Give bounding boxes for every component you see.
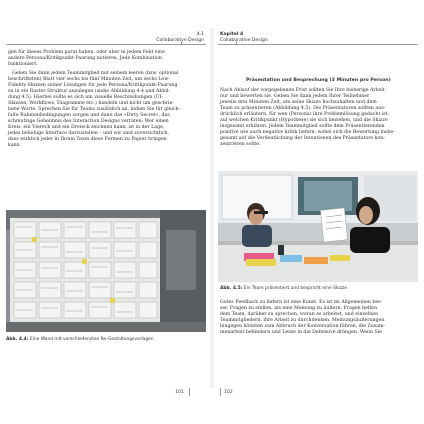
page-number: 101	[175, 390, 184, 395]
right-body-text-bottom	[220, 300, 416, 336]
running-head-chapter-title: Collaborative Design	[220, 38, 268, 43]
text-line: drücklich erläutern, für wen (Persona) ihre Problemlösung gedacht ist,	[220, 112, 390, 117]
left-running-head	[156, 32, 204, 44]
text-line: dem Team, darüber zu sprechen, woran es arbeitet, und einzelnen	[220, 312, 379, 317]
page-number: 102	[224, 390, 233, 395]
text-line: Kreis, ein Viereck und ein Dreieck zeichnen kann, ist in der Lage,	[8, 125, 165, 130]
text-line: Gutes Feedback zu liefern ist eine Kunst. Es ist im Allgemeinen bes-	[220, 300, 383, 305]
text-line: positive wie auch negative kritik liefern, wobei sich die Bewertung insbe-	[220, 130, 395, 135]
text-line: Skizzen, Workflows, Diagramme etc.) handeln und nicht um geschrie-	[8, 101, 174, 106]
left-body-text	[8, 50, 204, 149]
text-line: andere Persona/Kritikpunkt-Paarung notieren. Jede Kombination	[8, 56, 162, 61]
running-head-rule	[218, 44, 418, 45]
page-number-tick	[189, 388, 190, 396]
text-line: falte Rahmenbedingungen sorgen und dann das »Dirty Secret«, das	[8, 113, 170, 118]
text-line: schmutzige Geheimnis des Interaction Designs verraten: Wer einen	[8, 119, 169, 124]
text-line: bene Worte. Sprechen Sie für Teams zusätzlich an, indem Sie für gleich-	[8, 107, 181, 112]
text-line: ser, Fragen zu stellen, als eine Meinung zu äußern. Fragen helfen	[220, 306, 377, 311]
text-line: Fidelity-Skizzen seiner Lösungen für jede Persona/Kritikpunkt-Paarung	[8, 83, 178, 88]
text-line: auf welchen Kritikpunkt (Hypothese) sie sich beziehen, und die Skizze	[220, 118, 388, 123]
figure-team-presentation-photo	[218, 171, 418, 282]
caption-label: Abb. 4.4:	[6, 337, 29, 342]
text-line: gesamt auf die Verdeutlichung der Intentionen des Präsentators kon-	[220, 136, 385, 141]
book-gutter	[209, 28, 215, 388]
text-line: dass wirklich jeder in Ihrem Team diese Formen zu Papier bringen	[8, 137, 167, 142]
text-line: Team zu präsentieren (Abbildung 4.5). Die Präsentatoren sollten aus-	[220, 106, 386, 111]
text-line: dung 4.5). Hierbei sollte es sich um visuelle Beschreibungen (UI-	[8, 95, 164, 100]
figure-4-4-caption	[6, 337, 154, 343]
caption-text: Eine Wand mit verschiedensten Re-Gestaltungsvorlagen	[29, 337, 154, 342]
running-head-rule	[6, 44, 206, 45]
text-line: Geben Sie dann jedem Teammitglied mit seinem leeren (bzw. optional	[12, 71, 179, 76]
text-line: zu in ein Raster-Struktur anzulegen (siehe Abbildung 4.4 und Abbil-	[8, 89, 170, 94]
text-line: insgesamt erklären. Jedem Teammitglied sollte dem Präsentierenden	[220, 124, 385, 129]
caption-label: Abb. 4.5:	[220, 286, 243, 291]
caption-text: Ein Team präsentiert und bespricht eine Skizze	[243, 286, 347, 291]
section-heading: Präsentation und Besprechung (3 Minuten pro Person)	[246, 78, 391, 83]
text-line: zentrieren sollte.	[220, 142, 261, 147]
page-number-tick	[220, 388, 221, 396]
text-line: jeweils drei Minuten Zeit, um seine Skizze hochzuhalten und dem	[220, 100, 377, 105]
running-head-chapter-title: Collaborative Design	[156, 38, 204, 43]
right-page	[218, 32, 418, 395]
running-head-chapter-label: Kapitel 4	[220, 32, 244, 37]
running-head-tick	[236, 41, 237, 45]
text-line: kann.	[8, 143, 22, 148]
text-line: funktioniert.	[8, 62, 38, 67]
text-line: hingegen könnten zum Abbruch der Konversation führen, die Zusam-	[220, 324, 386, 329]
text-line: nur und bewerten sie. Geben Sie dann jedem Ihrer Teilnehmer	[220, 94, 370, 99]
text-line: Teammitgliedern, ihre Arbeit zu durchdenken. Meinungsäußerungen	[220, 318, 385, 323]
right-running-head	[220, 32, 268, 44]
running-head-tick	[181, 41, 182, 45]
left-page	[6, 32, 206, 395]
text-line: menarbeit behindern und Leute in die Defensive drängen. Wenn Sie	[220, 330, 383, 335]
text-line: Nach Ablauf der vorgegebenen Frist sollten Sie Ihre bisherige Arbeit	[220, 88, 385, 93]
text-line: gen für dieses Problem parat haben, oder aber in jedem Feld eine	[8, 50, 165, 55]
text-line: jedes beliebige Interface darzustellen – und wir sind zuversichtlich,	[8, 131, 170, 136]
figure-sketch-wall-photo	[6, 210, 206, 332]
right-body-text-top	[220, 88, 416, 148]
figure-4-5-caption	[220, 286, 347, 292]
text-line: beschrifteten) Blatt vier sechs bis fünf Minuten Zeit, um sechs Low-	[8, 77, 170, 82]
running-head-section-number: 4.1	[196, 32, 204, 37]
